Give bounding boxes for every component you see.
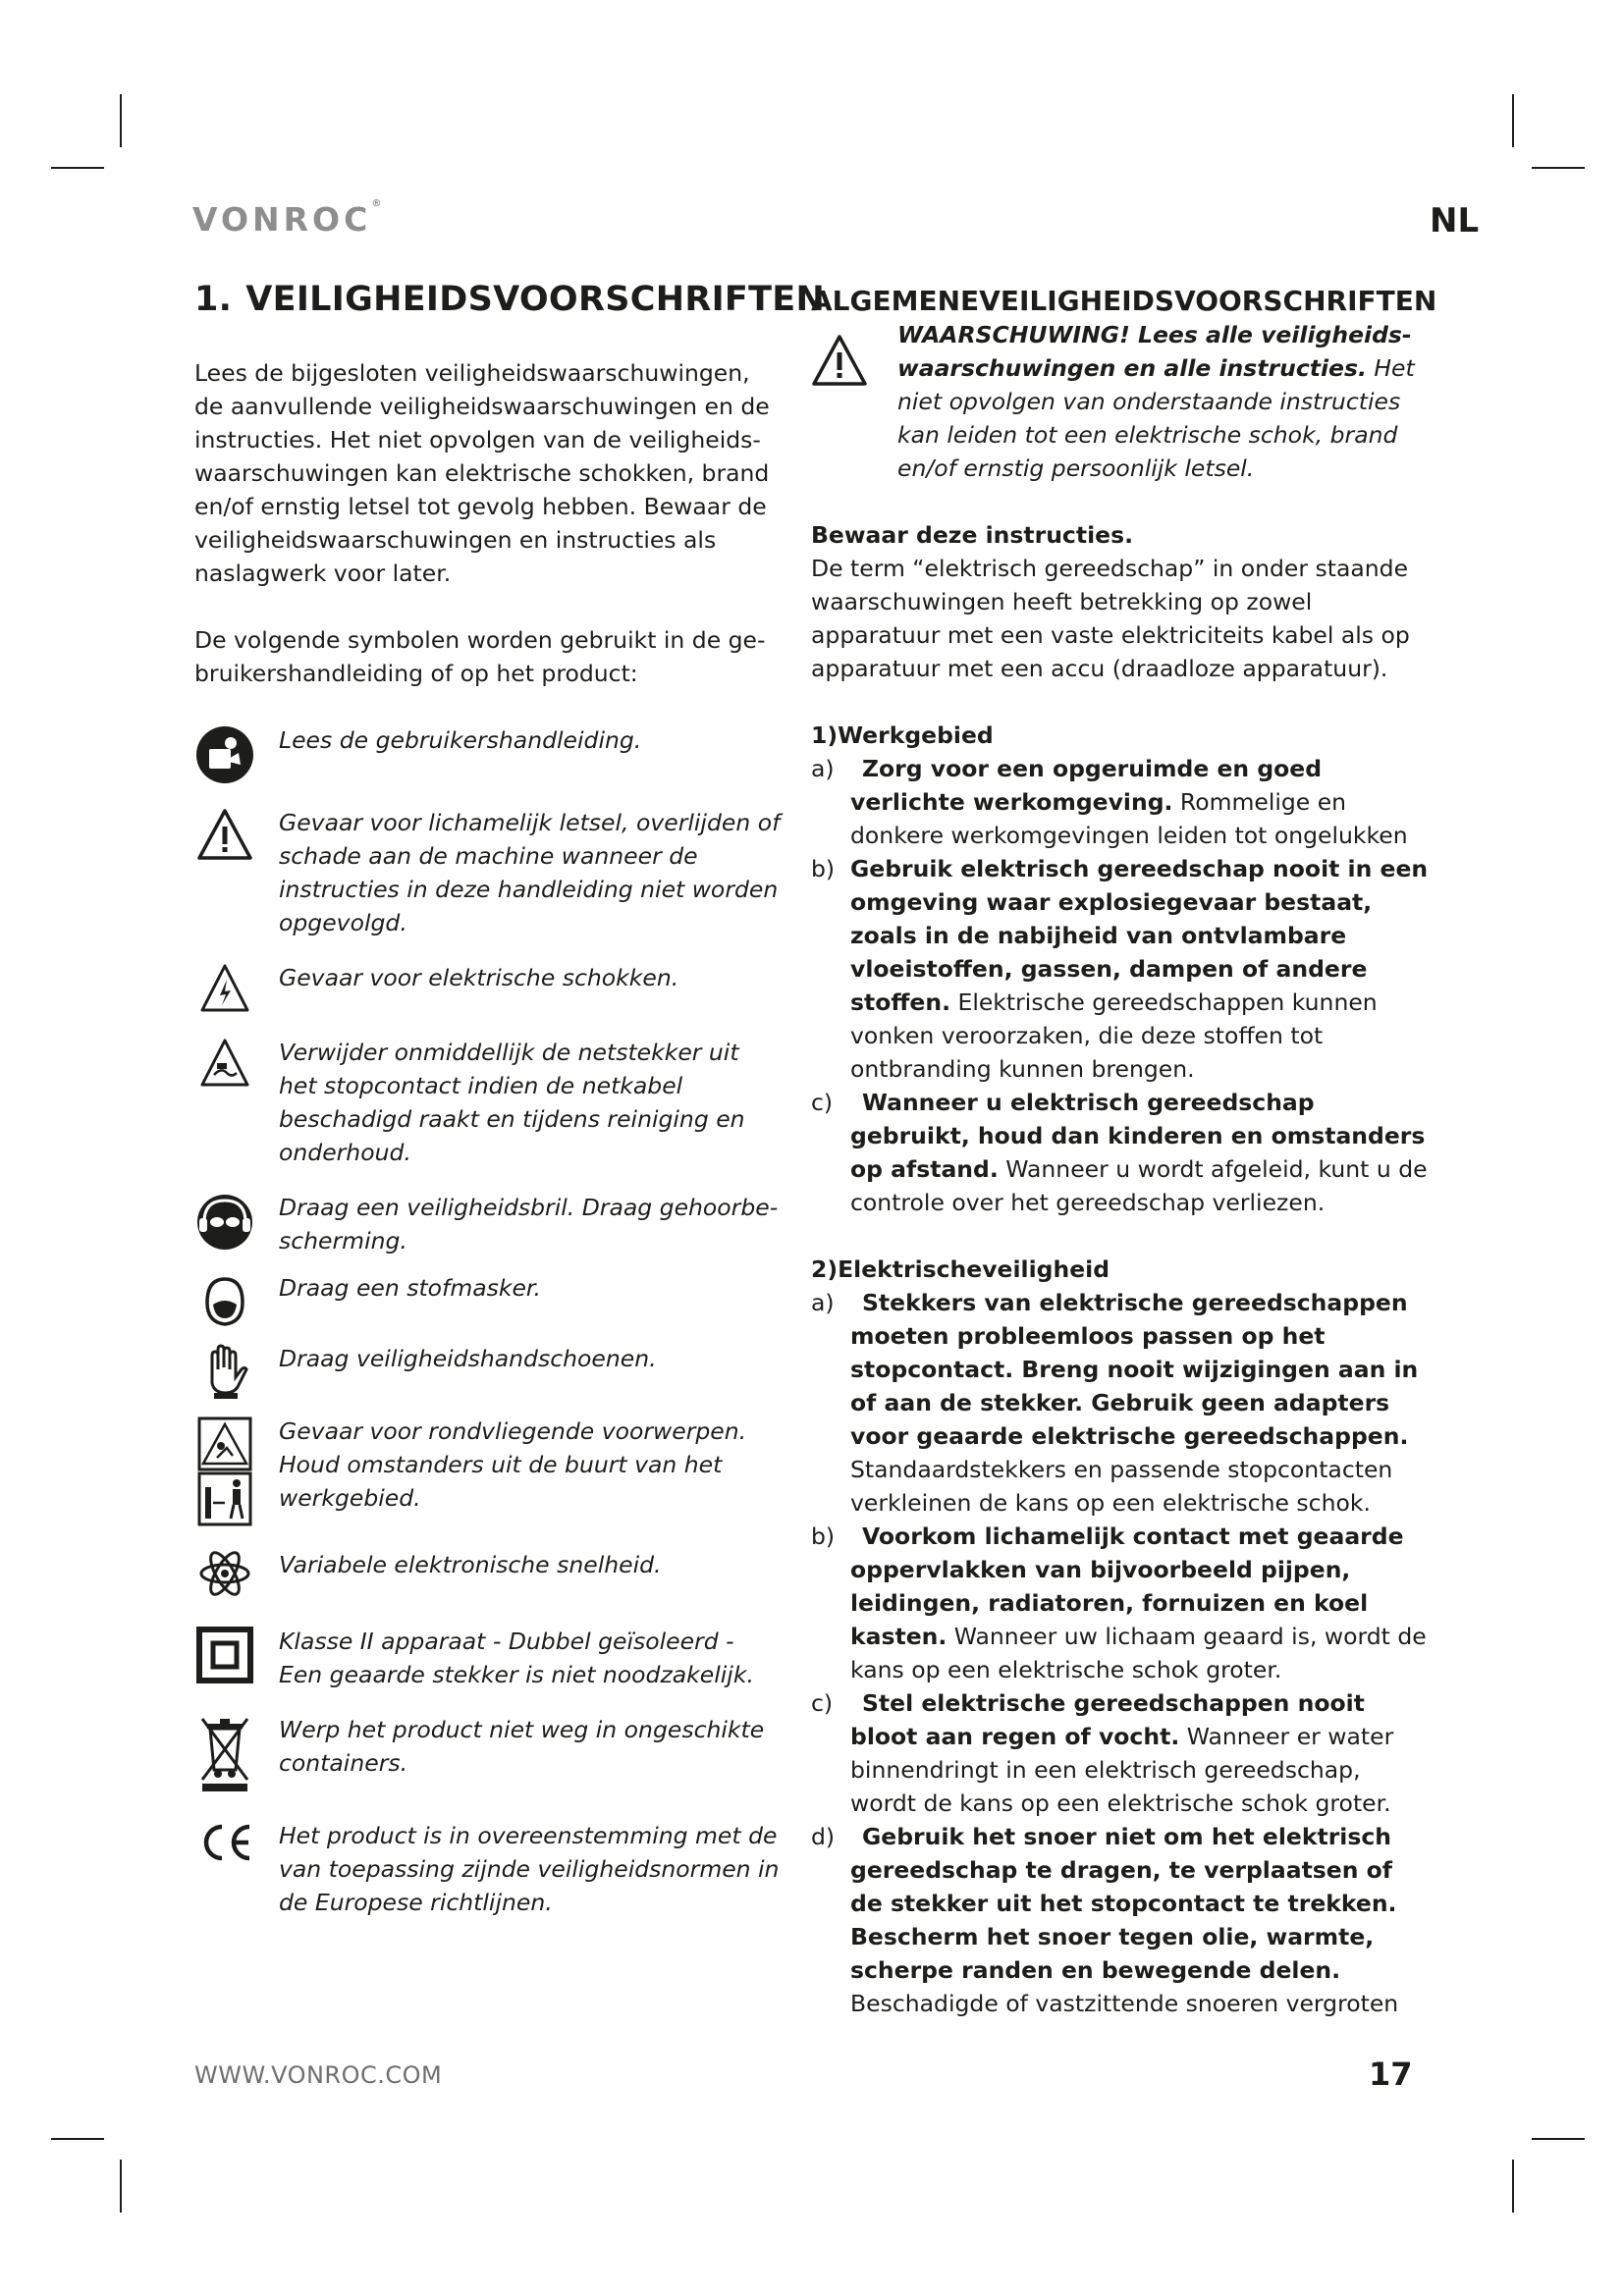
electric-shock-icon [194,961,255,1014]
symbol-row: Draag veiligheidshandschoenen. [194,1342,784,1401]
crop-mark [1512,94,1514,147]
symbol-row: Verwijder onmiddellijk de netstekker uit het stopcontact indien de netkabel beschadigd raakt en tijdens reiniging en onderhoud. [194,1036,784,1169]
footer-url: WWW.VONROC.COM [194,2061,443,2089]
warning-icon [194,806,255,861]
symbol-row: Gevaar voor elektrische schokken. [194,961,784,1014]
left-column [194,278,826,1919]
symbol-row: Lees de gebruikershandleiding. [194,723,784,784]
symbol-row: Het product is in overeenstemming met de van toepassing zijnde veiligheidsnormen in de Europese richtlijnen. [194,1819,784,1919]
crop-mark [51,2138,104,2140]
list-item: b) Voorkom lichamelijk contact met geaarde oppervlakken van bijvoorbeeld pijpen, leidingen, radiatoren, fornuizen en koel kasten. Wanneer uw lichaam geaard is, wordt de kans op een elektrische schok groter. [811,1522,1427,1683]
list-item: d) Gebruik het snoer niet om het elektrisch gereedschap te dragen, te verplaatsen of de stekker uit het stopcontact te trekken. Bescherm het snoer tegen olie, warmte, scherpe randen en bewegende delen. Beschadigde of vastzittende snoeren vergroten [811,1823,1399,2017]
crop-mark [1532,167,1585,169]
list-item: a) Zorg voor een opgeruimde en goed verlichte werkomgeving. Rommelige en donkere werkomgevingen leiden tot ongelukken [811,755,1408,849]
keep-instructions-text: De term “elektrisch gereedschap” in onder staande waarschuwingen heeft betrekking op zowel apparatuur met een vaste elektriciteits kabel als op apparatuur met een accu (draadloze apparatuur). [811,555,1410,682]
symbol-row: Gevaar voor rondvliegende voorwerpen. Houd omstanders uit de buurt van het werkgebied. [194,1415,784,1526]
crop-mark [120,94,122,147]
symbol-row: Klasse II apparaat - Dubbel geïsoleerd - Een geaarde stekker is niet noodzakelijk. [194,1625,784,1691]
flying-debris-icon [194,1415,255,1526]
warning-icon [811,318,872,485]
symbols-intro: De volgende symbolen worden gebruikt in de ge-bruikershandleiding of op het product: [194,626,766,687]
crop-mark [1512,2160,1514,2213]
symbol-row: Draag een stofmasker. [194,1271,784,1328]
symbol-row: Werp het product niet weg in ongeschikte containers. [194,1713,784,1793]
variable-speed-icon [194,1548,255,1597]
brand-logo: VONROC® [192,198,382,239]
language-code: NL [1430,201,1480,240]
symbol-row: Variabele elektronische snelheid. [194,1548,784,1597]
right-column [811,285,1437,2020]
unplug-icon [194,1036,255,1089]
symbol-row: Draag een veiligheidsbril. Draag gehoorbe-scherming. [194,1191,784,1257]
section-heading: 1. VEILIGHEIDSVOORSCHRIFTEN [194,280,826,319]
weee-bin-icon [194,1713,255,1793]
symbol-row: Gevaar voor lichamelijk letsel, overlijden of schade aan de machine wanneer de instructies in deze handleiding niet worden opgevolgd. [194,806,784,939]
list-item: a) Stekkers van elektrische gereedschappen moeten probleemloos passen op het stopcontact. Breng nooit wijzigingen aan in of aan de stekker. Gebruik geen adapters voor geaarde elektrische gereedschappen. Standaardstekkers en passende stopcontacten verkleinen de kans op een elektrische schok. [811,1289,1419,1517]
gloves-icon [194,1342,255,1401]
manual-icon [194,723,255,784]
dust-mask-icon [194,1271,255,1328]
crop-mark [51,167,104,169]
intro-paragraph: Lees de bijgesloten veiligheidswaarschuwingen, de aanvullende veiligheidswaarschuwingen en de instructies. Het niet opvolgen van de veiligheids-waarschuwingen kan elektrische schokken, brand en/of ernstig letsel tot gevolg hebben. Bewaar de veiligheidswaarschuwingen en instructies als naslagwerk voor later. [194,359,770,587]
keep-instructions-title: Bewaar deze instructies. [811,521,1134,549]
section-title: 1)Werkgebied [811,721,994,749]
list-item: b) Gebruik elektrisch gereedschap nooit in een omgeving waar explosiegevaar bestaat, zoals in de nabijheid van ontvlambare vloeistoffen, gassen, dampen of andere stoffen. Elektrische gereedschappen kunnen vonken veroorzaken, die deze stoffen tot ontbranding kunnen brengen. [811,855,1429,1083]
page-number: 17 [1369,2056,1413,2093]
crop-mark [1532,2138,1585,2140]
list-item: c) Stel elektrische gereedschappen nooit bloot aan regen of vocht. Wanneer er water binnendringt in een elektrisch gereedschap, wordt de kans op een elektrische schok groter. [811,1689,1394,1817]
general-safety-heading: ALGEMENEVEILIGHEIDSVOORSCHRIFTEN [811,285,1437,317]
list-item: c) Wanneer u elektrisch gereedschap gebruikt, houd dan kinderen en omstanders op afstand. Wanneer u wordt afgeleid, kunt u de controle over het gereedschap verliezen. [811,1089,1428,1216]
goggles-earmuffs-icon [194,1191,255,1252]
ce-mark-icon [194,1819,255,1864]
class-ii-icon [194,1625,255,1683]
section-title: 2)Elektrischeveiligheid [811,1255,1110,1283]
crop-mark [120,2160,122,2213]
warning-block: WAARSCHUWING! Lees alle veiligheids-waarschuwingen en alle instructies. Het niet opvolgen van onderstaande instructies kan leiden tot een elektrische schok, brand en/of ernstig persoonlijk letsel. [811,318,1430,485]
